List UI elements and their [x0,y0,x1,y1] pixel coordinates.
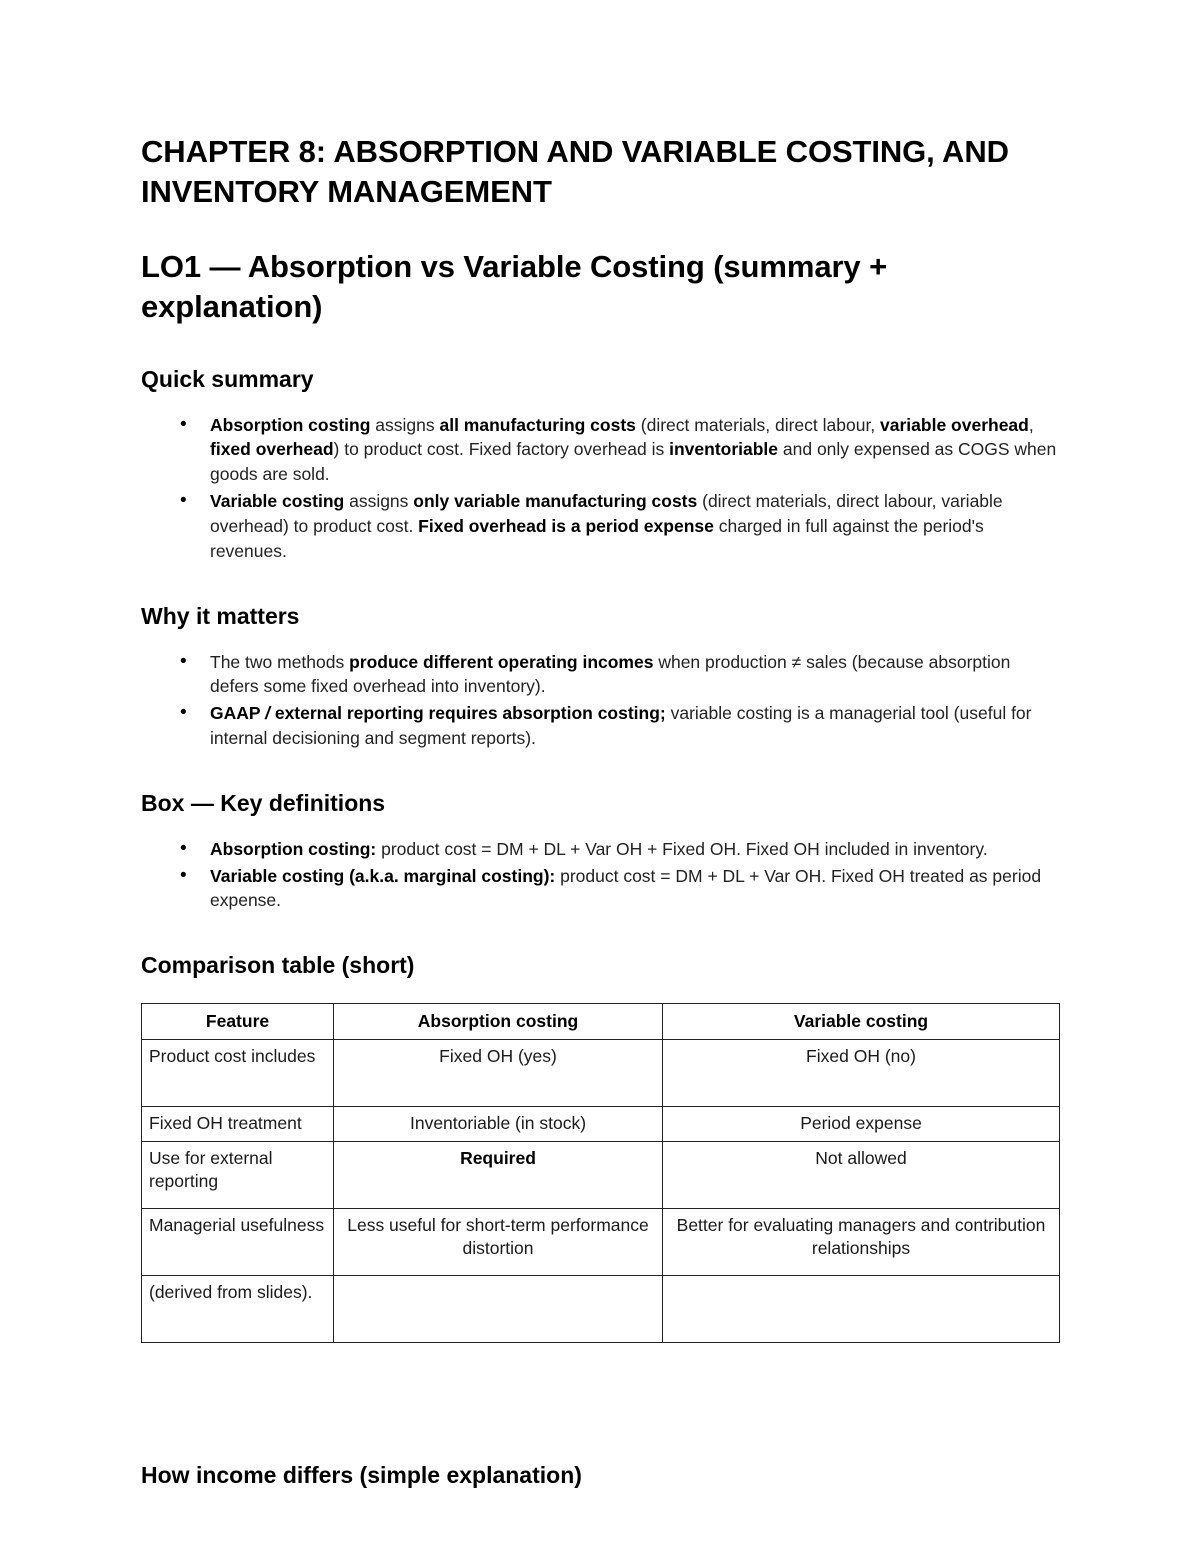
comparison-table-header [142,1004,1060,1040]
table-header-row [142,1004,1060,1040]
page-title: CHAPTER 8: ABSORPTION AND VARIABLE COSTING, AND INVENTORY MANAGEMENT [141,134,1009,209]
comparison-table [141,1003,1060,1343]
cell-feature: (derived from slides). [142,1275,334,1342]
cell-feature: Managerial usefulness [142,1208,334,1275]
section-heading-key-definitions: Box — Key definitions [141,789,386,816]
list-item: • Absorption costing assigns all manufacturing costs (direct materials, direct labour, variable overhead, fixed overhead) to product cost. Fixed factory overhead is inventoriable and only expensed as COGS when goods are sold. [141,413,1059,488]
cell-feature: Product cost includes [142,1040,334,1107]
cell-absorption-costing: Less useful for short-term performance distortion [334,1208,663,1275]
comparison-table-body [142,1040,1060,1342]
section-heading-comparison-table: Comparison table (short) [141,952,415,979]
section-heading-how-income-differs: How income differs (simple explanation) [141,1461,582,1488]
column-header-variable-costing: Variable costing [663,1004,1060,1040]
list-item: • Absorption costing: product cost = DM + DL + Var OH + Fixed OH. Fixed OH included in inventory. [141,837,1059,862]
learning-objective-heading: LO1 — Absorption vs Variable Costing (summary + explanation) [141,249,888,325]
document-content [141,132,1059,1491]
why-it-matters-bullet-list [141,650,1059,751]
table-row [142,1208,1060,1275]
cell-feature: Use for external reporting [142,1141,334,1208]
section-heading-quick-summary: Quick summary [141,365,314,392]
quick-summary-bullet-list [141,413,1059,564]
key-definitions-bullet-list [141,837,1059,914]
cell-variable-costing: Better for evaluating managers and contribution relationships [663,1208,1060,1275]
list-item: • The two methods produce different operating incomes when production ≠ sales (because absorption defers some fixed overhead into inventory). [141,650,1059,700]
table-row [142,1275,1060,1342]
cell-variable-costing: Period expense [663,1107,1060,1141]
table-row [142,1141,1060,1208]
cell-variable-costing: Not allowed [663,1141,1060,1208]
list-item: • Variable costing (a.k.a. marginal costing): product cost = DM + DL + Var OH. Fixed OH treated as period expense. [141,864,1059,914]
list-item: • Variable costing assigns only variable manufacturing costs (direct materials, direct labour, variable overhead) to product cost. Fixed overhead is a period expense charged in full against the period's revenues. [141,489,1059,564]
cell-absorption-costing: Required [334,1141,663,1208]
cell-absorption-costing: Fixed OH (yes) [334,1040,663,1107]
cell-variable-costing [663,1275,1060,1342]
column-header-absorption-costing: Absorption costing [334,1004,663,1040]
cell-absorption-costing: Inventoriable (in stock) [334,1107,663,1141]
list-item: • GAAP / external reporting requires absorption costing; variable costing is a managerial tool (useful for internal decisioning and segment reports). [141,701,1059,751]
cell-variable-costing: Fixed OH (no) [663,1040,1060,1107]
cell-absorption-costing [334,1275,663,1342]
section-spacer [141,1343,1059,1421]
table-row [142,1107,1060,1141]
section-heading-why-it-matters: Why it matters [141,602,300,629]
cell-feature: Fixed OH treatment [142,1107,334,1141]
column-header-feature: Feature [142,1004,334,1040]
table-row [142,1040,1060,1107]
